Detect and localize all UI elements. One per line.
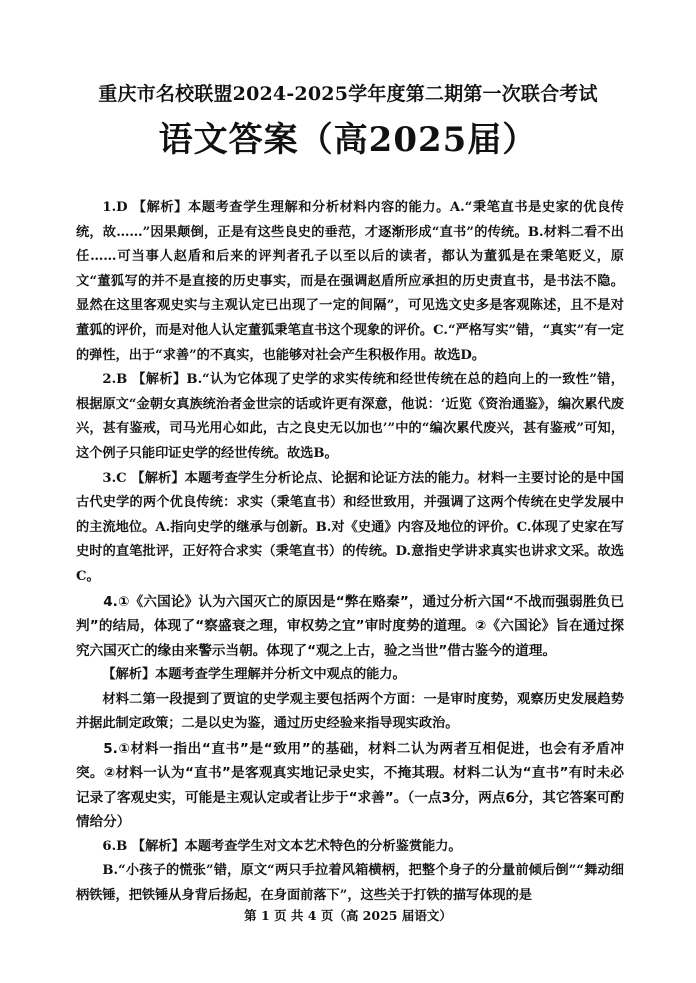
- answer-4-explanation: 材料二第一段提到了贾谊的史学观主要包括两个方面：一是审时度势，观察历史发展趋势并据此制定政策；二是以史为鉴，通过历史经验来指导现实政治。: [76, 691, 624, 732]
- answer-4-analysis: 【解析】本题考查学生理解并分析文中观点的能力。: [102, 667, 406, 682]
- answer-title: 语文答案（高2025届）: [158, 120, 538, 160]
- answer-3: 3.C 【解析】本题考查学生分析论点、论据和论证方法的能力。材料一主要讨论的是中国古代史学的两个优良传统：求实（秉笔直书）和经世致用，并强调了这两个传统在史学发展中的主流地位。A.指向史学的继承与创新。B.对《史通》内容及地位的评价。C.体现了史家在写史时的直笔批评，正好符合求实（秉笔直书）的传统。D.意指史学讲求真实也讲求文采。故选C。: [76, 470, 624, 584]
- exam-title: 重庆市名校联盟2024-2025学年度第二期第一次联合考试: [98, 83, 598, 105]
- answer-1: 1.D 【解析】本题考查学生理解和分析材料内容的能力。A.“秉笔直书是史家的优良传统，故……”因果颠倒，正是有这些良史的垂范，才逐渐形成“直书”的传统。B.材料二看不出任……可当事人赵盾和后来的评判者孔子以至以后的读者，都认为董狐是在秉笔贬义，原文“董狐写的并不是直接的历史事实，而是在强调赵盾所应承担的历史责直书，是书法不隐。显然在这里客观史实与主观认定已出现了一定的间隔”，可见选文史多是客观陈述，且不是对董狐的评价，而是对他人认定董狐秉笔直书这个现象的评价。C.“严格写实”错，“真实”有一定的弹性，出于“求善”的不真实，也能够对社会产生积极作用。故选D。: [76, 200, 624, 363]
- page-footer: 第 1 页 共 4 页（高 2025 届语文）: [244, 908, 452, 923]
- answer-6-explanation: B.“小孩子的慌张”错，原文“两只手拉着风箱横柄，把整个身子的分量前倾后倒”“舞动细柄铁锤，把铁锤从身背后扬起，在身面前落下”，这些关于打铁的描写体现的是: [76, 863, 624, 903]
- answer-2: 2.B 【解析】B.“认为它体现了史学的求实传统和经世传统在总的趋向上的一致性”错，根据原文“金朝女真族统治者金世宗的话或许更有深意，他说：‘近览《资治通鉴》，编次累代废兴，甚有鉴戒，司马光用心如此，古之良史无以加也’”中的“编次累代废兴，甚有鉴戒”可知，这个例子只能印证史学的经世传统。故选B。: [76, 372, 624, 461]
- answer-4: 4.①《六国论》认为六国灭亡的原因是“弊在赂秦”，通过分析六国“不战而强弱胜负已判”的结局，体现了“察盛衰之理，审权势之宜”审时度势的道理。②《六国论》旨在通过探究六国灭亡的缘由来警示当朝。体现了“观之上古，验之当世”借古鉴今的道理。: [76, 593, 624, 659]
- answer-body: [76, 196, 624, 909]
- answer-6: 6.B 【解析】本题考查学生对文本艺术特色的分析鉴赏能力。: [102, 838, 462, 854]
- answer-5: 5.①材料一指出“直书”是“致用”的基础，材料二认为两者互相促进，也会有矛盾冲突。②材料一认为“直书”是客观真实地记录史实，不掩其瑕。材料二认为“直书”有时未必记录了客观史实，可能是主观认定或者让步于“求善”。（一点3分，两点6分，其它答案可酌情给分）: [76, 740, 624, 831]
